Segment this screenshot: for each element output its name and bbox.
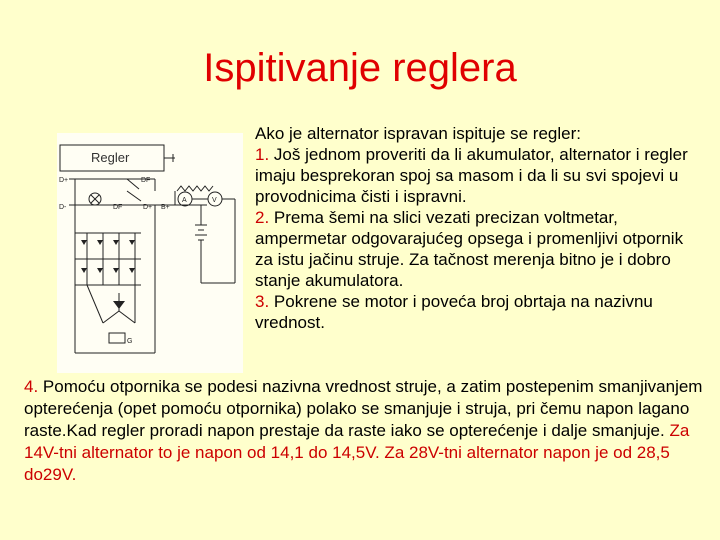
step-text: Pokrene se motor i poveća broj obrtaja na nazivnu vrednost. [255, 292, 653, 332]
step-text: Prema šemi na slici vezati precizan voltmetar, ampermetar odgovarajućeg opsega i promenljivi otpornik za istu jačinu struje. Za tačnost merenja bitno je i dobro stanje akumulatora. [255, 208, 684, 290]
step-number: 4. [24, 377, 39, 396]
voltmeter-label: V [212, 197, 217, 204]
slide-title: Ispitivanje reglera [203, 46, 517, 90]
terminal-label: B+ [161, 204, 170, 211]
terminal-label: DF [141, 177, 151, 184]
terminal-label: D- [59, 204, 67, 211]
regulator-wiring-diagram [57, 133, 243, 373]
terminal-label: D+ [59, 177, 69, 184]
regulator-label: Regler [91, 150, 130, 165]
step-text: Još jednom proveriti da li akumulator, alternator i regler imaju besprekoran spoj sa masom i da li su svi spojevi u provodnicima čisti i ispravni. [255, 145, 688, 206]
ammeter-label: A [182, 197, 187, 204]
generator-label: G [127, 338, 133, 345]
procedure-steps [255, 123, 705, 333]
step-number: 1. [255, 145, 270, 164]
wiring-schematic [57, 133, 243, 373]
voltage-range-highlight: Za 14V-tni alternator to je napon od 14,1 do 14,5V. Za 28V-tni alternator napon je od 28,5 do29V. [24, 421, 690, 484]
step-number: 2. [255, 208, 270, 227]
step-four-paragraph [24, 376, 704, 486]
intro-text: Ako je alternator ispravan ispituje se regler: [255, 124, 581, 143]
terminal-label: DF [113, 204, 123, 211]
step-number: 3. [255, 292, 270, 311]
terminal-label: D+ [143, 204, 153, 211]
step-text: Pomoću otpornika se podesi nazivna vrednost struje, a zatim postepenim smanjivanjem opterećenja (opet pomoću otpornika) polako se smanjuje i struja, pri čemu napon lagano raste.Kad regler proradi napon prestaje da raste iako se opterećenje i dalje smanjuje. [24, 377, 703, 440]
